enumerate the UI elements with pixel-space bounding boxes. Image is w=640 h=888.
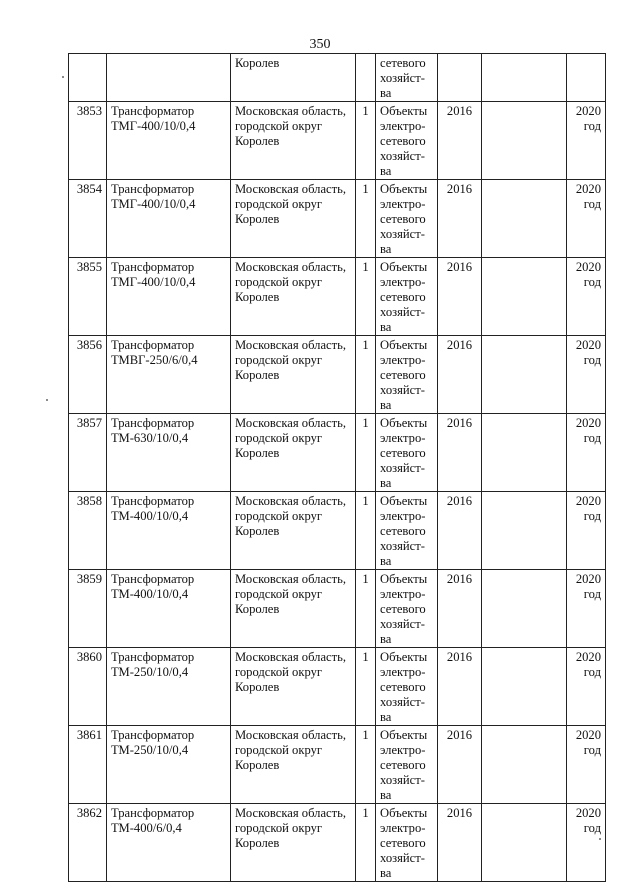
cell-due <box>567 570 606 648</box>
purpose-line: хозяйст- <box>380 773 425 787</box>
cell-year: 2016 <box>438 414 482 492</box>
name-line: Трансформатор <box>111 806 195 820</box>
cell-location <box>231 804 356 882</box>
purpose-line: сетевого <box>380 758 426 772</box>
cell-num: 3861 <box>69 726 107 804</box>
cell-location <box>231 258 356 336</box>
location-line: Московская область, <box>235 182 347 196</box>
purpose-line: хозяйст- <box>380 305 425 319</box>
cell-empty <box>482 414 567 492</box>
cell-year: 2016 <box>438 570 482 648</box>
purpose-line: хозяйст- <box>380 71 425 85</box>
name-line: Трансформатор <box>111 572 195 586</box>
location-line: Московская область, <box>235 494 347 508</box>
name-line: ТМГ-400/10/0,4 <box>111 197 196 211</box>
name-line: ТМ-250/10/0,4 <box>111 665 189 679</box>
due-unit: год <box>583 431 601 445</box>
cell-due <box>567 726 606 804</box>
cell-name <box>107 804 231 882</box>
cell-qty: 1 <box>356 336 376 414</box>
table-row <box>69 570 606 648</box>
cell-due <box>567 414 606 492</box>
cell-empty <box>482 570 567 648</box>
due-year: 2020 <box>575 728 601 742</box>
purpose-line: электро- <box>380 821 426 835</box>
cell-due <box>567 336 606 414</box>
table-row <box>69 414 606 492</box>
cell-purpose <box>376 492 438 570</box>
purpose-line: хозяйст- <box>380 383 425 397</box>
cell-year: 2016 <box>438 336 482 414</box>
due-unit: год <box>583 119 601 133</box>
cell-purpose <box>376 258 438 336</box>
purpose-line: Объекты <box>380 806 428 820</box>
purpose-line: хозяйст- <box>380 539 425 553</box>
cell-due <box>567 492 606 570</box>
purpose-line: Объекты <box>380 416 428 430</box>
location-line: Московская область, <box>235 338 347 352</box>
purpose-line: сетевого <box>380 836 426 850</box>
name-line: ТМ-400/10/0,4 <box>111 587 189 601</box>
cell-empty <box>482 648 567 726</box>
name-line: ТМГ-400/10/0,4 <box>111 275 196 289</box>
purpose-line: электро- <box>380 743 426 757</box>
cell-location <box>231 180 356 258</box>
purpose-line: Объекты <box>380 104 428 118</box>
name-line: Трансформатор <box>111 416 195 430</box>
cell-purpose <box>376 726 438 804</box>
due-year: 2020 <box>575 572 601 586</box>
purpose-line: электро- <box>380 275 426 289</box>
table-row <box>69 102 606 180</box>
cell-name <box>107 414 231 492</box>
location-line: Московская область, <box>235 416 347 430</box>
cell-num: 3862 <box>69 804 107 882</box>
due-year: 2020 <box>575 416 601 430</box>
purpose-line: сетевого <box>380 212 426 226</box>
cell-location <box>231 414 356 492</box>
purpose-line: хозяйст- <box>380 227 425 241</box>
registry-table <box>68 53 606 882</box>
location-line: городской округ <box>235 743 323 757</box>
location-line: Московская область, <box>235 728 347 742</box>
location-line: Московская область, <box>235 806 347 820</box>
cell-qty: 1 <box>356 258 376 336</box>
cell-qty <box>356 54 376 102</box>
cell-empty <box>482 258 567 336</box>
cell-qty: 1 <box>356 648 376 726</box>
name-line: Трансформатор <box>111 260 195 274</box>
cell-due <box>567 180 606 258</box>
cell-name <box>107 726 231 804</box>
cell-num <box>69 54 107 102</box>
cell-purpose <box>376 804 438 882</box>
cell-num: 3859 <box>69 570 107 648</box>
cell-location: Королев <box>231 54 356 102</box>
location-line: городской округ <box>235 119 323 133</box>
cell-year: 2016 <box>438 102 482 180</box>
location-line: городской округ <box>235 353 323 367</box>
cell-empty <box>482 336 567 414</box>
location-line: Королев <box>235 368 280 382</box>
cell-name <box>107 336 231 414</box>
location-line: городской округ <box>235 431 323 445</box>
purpose-line: сетевого <box>380 368 426 382</box>
due-unit: год <box>583 743 601 757</box>
cell-due <box>567 258 606 336</box>
table-row <box>69 648 606 726</box>
purpose-line: Объекты <box>380 728 428 742</box>
cell-year: 2016 <box>438 492 482 570</box>
location-line: городской округ <box>235 821 323 835</box>
location-line: Королев <box>235 680 280 694</box>
due-unit: год <box>583 665 601 679</box>
due-unit: год <box>583 509 601 523</box>
purpose-line: электро- <box>380 119 426 133</box>
table-row <box>69 804 606 882</box>
purpose-line: хозяйст- <box>380 461 425 475</box>
cell-empty <box>482 726 567 804</box>
purpose-line: электро- <box>380 587 426 601</box>
location-line: Королев <box>235 602 280 616</box>
purpose-line: Объекты <box>380 494 428 508</box>
name-line: Трансформатор <box>111 494 195 508</box>
purpose-line: сетевого <box>380 134 426 148</box>
due-unit: год <box>583 587 601 601</box>
cell-empty <box>482 804 567 882</box>
cell-qty: 1 <box>356 102 376 180</box>
purpose-line: электро- <box>380 353 426 367</box>
page-number: 350 <box>309 37 331 52</box>
table-row <box>69 336 606 414</box>
cell-location <box>231 648 356 726</box>
name-line: Трансформатор <box>111 728 195 742</box>
table-row <box>69 180 606 258</box>
cell-purpose <box>376 336 438 414</box>
cell-num: 3855 <box>69 258 107 336</box>
name-line: ТМВГ-250/6/0,4 <box>111 353 198 367</box>
purpose-line: сетевого <box>380 290 426 304</box>
purpose-line: ва <box>380 476 392 490</box>
due-year: 2020 <box>575 104 601 118</box>
cell-name <box>107 180 231 258</box>
cell-year: 2016 <box>438 258 482 336</box>
cell-due <box>567 648 606 726</box>
cell-name <box>107 570 231 648</box>
location-line: Королев <box>235 758 280 772</box>
location-line: Королев <box>235 446 280 460</box>
location-line: Королев <box>235 836 280 850</box>
location-line: Королев <box>235 524 280 538</box>
cell-name <box>107 258 231 336</box>
table-row <box>69 726 606 804</box>
scan-speck <box>62 76 64 78</box>
location-line: городской округ <box>235 665 323 679</box>
due-year: 2020 <box>575 806 601 820</box>
due-year: 2020 <box>575 494 601 508</box>
scan-speck <box>46 399 48 401</box>
cell-qty: 1 <box>356 726 376 804</box>
cell-location <box>231 570 356 648</box>
cell-purpose <box>376 180 438 258</box>
purpose-line: ва <box>380 554 392 568</box>
name-line: ТМ-400/10/0,4 <box>111 509 189 523</box>
name-line: ТМГ-400/10/0,4 <box>111 119 196 133</box>
location-line: Королев <box>235 212 280 226</box>
due-unit: год <box>583 821 601 835</box>
purpose-line: ва <box>380 710 392 724</box>
purpose-line: сетевого <box>380 524 426 538</box>
cell-empty <box>482 54 567 102</box>
cell-name <box>107 54 231 102</box>
cell-purpose <box>376 102 438 180</box>
name-line: Трансформатор <box>111 104 195 118</box>
cell-num: 3857 <box>69 414 107 492</box>
location-line: Московская область, <box>235 104 347 118</box>
purpose-line: ва <box>380 242 392 256</box>
purpose-line: ва <box>380 632 392 646</box>
cell-name <box>107 102 231 180</box>
due-year: 2020 <box>575 650 601 664</box>
cell-location <box>231 492 356 570</box>
due-unit: год <box>583 275 601 289</box>
cell-name <box>107 492 231 570</box>
cell-qty: 1 <box>356 804 376 882</box>
cell-purpose <box>376 570 438 648</box>
table-row-continued <box>69 54 606 102</box>
name-line: ТМ-400/6/0,4 <box>111 821 182 835</box>
purpose-line: электро- <box>380 431 426 445</box>
due-year: 2020 <box>575 338 601 352</box>
purpose-line: ва <box>380 86 392 100</box>
purpose-line: электро- <box>380 509 426 523</box>
cell-location <box>231 336 356 414</box>
name-line: Трансформатор <box>111 182 195 196</box>
location-line: Королев <box>235 290 280 304</box>
cell-purpose <box>376 414 438 492</box>
location-line: городской округ <box>235 587 323 601</box>
due-unit: год <box>583 353 601 367</box>
purpose-line: Объекты <box>380 650 428 664</box>
purpose-line: сетевого <box>380 680 426 694</box>
purpose-line: ва <box>380 164 392 178</box>
due-year: 2020 <box>575 260 601 274</box>
cell-num: 3856 <box>69 336 107 414</box>
cell-name <box>107 648 231 726</box>
purpose-line: сетевого <box>380 56 426 70</box>
cell-year: 2016 <box>438 180 482 258</box>
cell-qty: 1 <box>356 570 376 648</box>
purpose-line: хозяйст- <box>380 851 425 865</box>
cell-due <box>567 102 606 180</box>
cell-year <box>438 54 482 102</box>
table-row <box>69 492 606 570</box>
purpose-line: сетевого <box>380 446 426 460</box>
purpose-line: хозяйст- <box>380 149 425 163</box>
cell-due <box>567 804 606 882</box>
purpose-line: Объекты <box>380 182 428 196</box>
cell-year: 2016 <box>438 804 482 882</box>
table-body <box>69 54 606 882</box>
cell-num: 3854 <box>69 180 107 258</box>
location-line: Королев <box>235 134 280 148</box>
location-line: городской округ <box>235 197 323 211</box>
cell-empty <box>482 180 567 258</box>
cell-purpose <box>376 648 438 726</box>
cell-due <box>567 54 606 102</box>
name-line: Трансформатор <box>111 338 195 352</box>
location-line: городской округ <box>235 509 323 523</box>
due-year: 2020 <box>575 182 601 196</box>
name-line: ТМ-250/10/0,4 <box>111 743 189 757</box>
purpose-line: ва <box>380 320 392 334</box>
purpose-line: хозяйст- <box>380 617 425 631</box>
purpose-line: сетевого <box>380 602 426 616</box>
name-line: ТМ-630/10/0,4 <box>111 431 189 445</box>
cell-empty <box>482 102 567 180</box>
location-line: Московская область, <box>235 260 347 274</box>
location-line: городской округ <box>235 275 323 289</box>
purpose-line: ва <box>380 788 392 802</box>
purpose-line: электро- <box>380 197 426 211</box>
location-line: Московская область, <box>235 572 347 586</box>
cell-purpose <box>376 54 438 102</box>
purpose-line: электро- <box>380 665 426 679</box>
purpose-line: Объекты <box>380 572 428 586</box>
purpose-line: хозяйст- <box>380 695 425 709</box>
purpose-line: ва <box>380 866 392 880</box>
name-line: Трансформатор <box>111 650 195 664</box>
cell-year: 2016 <box>438 726 482 804</box>
cell-num: 3860 <box>69 648 107 726</box>
cell-qty: 1 <box>356 492 376 570</box>
cell-num: 3858 <box>69 492 107 570</box>
purpose-line: Объекты <box>380 338 428 352</box>
location-line: Московская область, <box>235 650 347 664</box>
cell-empty <box>482 492 567 570</box>
table-row <box>69 258 606 336</box>
cell-location <box>231 102 356 180</box>
scan-speck <box>599 838 601 840</box>
due-unit: год <box>583 197 601 211</box>
cell-num: 3853 <box>69 102 107 180</box>
purpose-line: ва <box>380 398 392 412</box>
cell-location <box>231 726 356 804</box>
cell-qty: 1 <box>356 180 376 258</box>
cell-year: 2016 <box>438 648 482 726</box>
cell-qty: 1 <box>356 414 376 492</box>
purpose-line: Объекты <box>380 260 428 274</box>
